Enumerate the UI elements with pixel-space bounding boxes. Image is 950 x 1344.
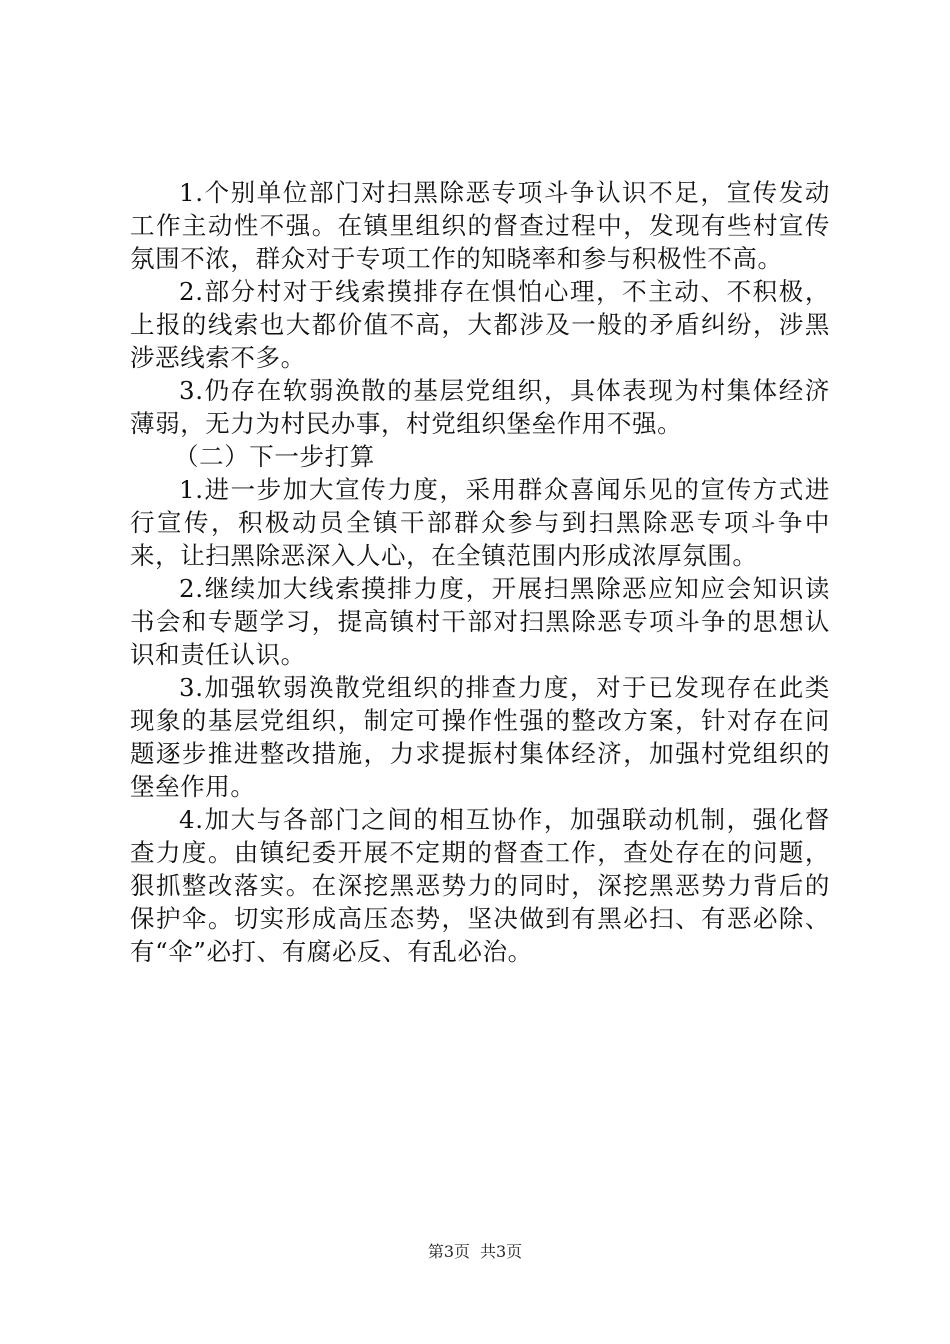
paragraph-plan-2: 2.继续加大线索摸排力度，开展扫黑除恶应知应会知识读书会和专题学习，提高镇村干部对扫黑除恶专项斗争的思想认识和责任认识。 bbox=[130, 574, 830, 669]
paragraph-issue-3: 3.仍存在软弱涣散的基层党组织，具体表现为村集体经济薄弱，无力为村民办事，村党组织堡垒作用不强。 bbox=[130, 376, 830, 438]
paragraph-plan-1: 1.进一步加大宣传力度，采用群众喜闻乐见的宣传方式进行宣传，积极动员全镇干部群众参与到扫黑除恶专项斗争中来，让扫黑除恶深入人心，在全镇范围内形成浓厚氛围。 bbox=[130, 475, 830, 570]
document-body bbox=[130, 176, 830, 968]
page-number: 第3页 bbox=[427, 1242, 470, 1261]
paragraph-plan-3: 3.加强软弱涣散党组织的排查力度，对于已发现存在此类现象的基层党组织，制定可操作性强的整改方案，针对存在问题逐步推进整改措施，力求提振村集体经济，加强村党组织的堡垒作用。 bbox=[130, 673, 830, 801]
paragraph-issue-2: 2.部分村对于线索摸排存在惧怕心理，不主动、不积极，上报的线索也大都价值不高，大都涉及一般的矛盾纠纷，涉黑涉恶线索不多。 bbox=[130, 277, 830, 372]
page-footer bbox=[0, 1242, 950, 1262]
page-total: 共3页 bbox=[480, 1242, 523, 1261]
section-heading-next-steps: （二）下一步打算 bbox=[174, 442, 375, 471]
paragraph-issue-1: 1.个别单位部门对扫黑除恶专项斗争认识不足，宣传发动工作主动性不强。在镇里组织的督查过程中，发现有些村宣传氛围不浓，群众对于专项工作的知晓率和参与积极性不高。 bbox=[130, 178, 830, 273]
paragraph-plan-4: 4.加大与各部门之间的相互协作，加强联动机制，强化督查力度。由镇纪委开展不定期的督查工作，查处存在的问题，狠抓整改落实。在深挖黑恶势力的同时，深挖黑恶势力背后的保护伞。切实形成高压态势，坚决做到有黑必扫、有恶必除、有“伞”必打、有腐必反、有乱必治。 bbox=[130, 805, 830, 966]
